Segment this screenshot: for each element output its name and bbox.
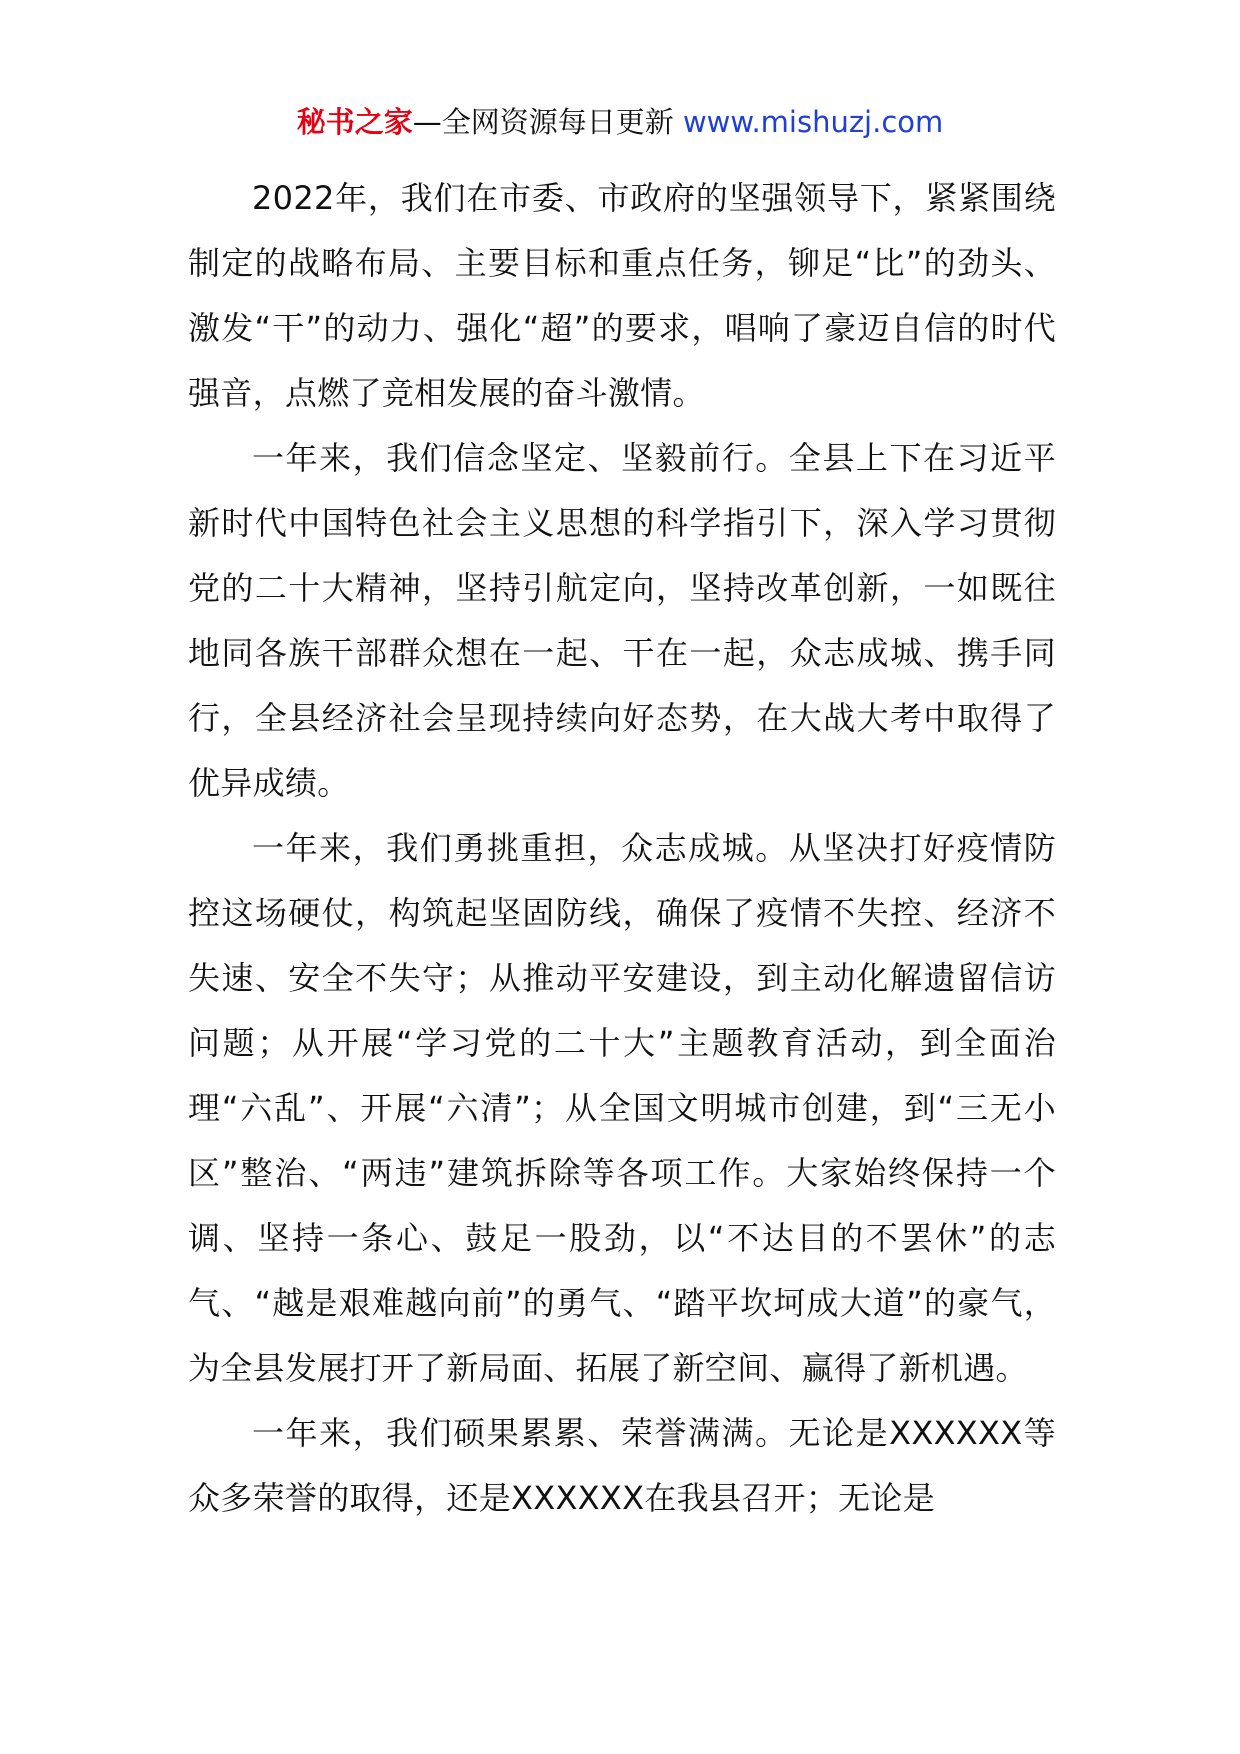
header-tagline: —全网资源每日更新 bbox=[412, 105, 683, 139]
paragraph: 一年来，我们信念坚定、坚毅前行。全县上下在习近平新时代中国特色社会主义思想的科学指引下，深入学习贯彻党的二十大精神，坚持引航定向，坚持改革创新，一如既往地同各族干部群众想在一起、干在一起，众志成城、携手同行，全县经济社会呈现持续向好态势，在大战大考中取得了优异成绩。 bbox=[188, 439, 1056, 802]
website-link[interactable]: www.mishuzj.com bbox=[682, 105, 944, 139]
paragraph: 一年来，我们勇挑重担，众志成城。从坚决打好疫情防控这场硬仗，构筑起坚固防线，确保了疫情不失控、经济不失速、安全不失守；从推动平安建设，到主动化解遗留信访问题；从开展“学习党的二十大”主题教育活动，到全面治理“六乱”、开展“六清”；从全国文明城市创建，到“三无小区”整治、“两违”建筑拆除等各项工作。大家始终保持一个调、坚持一条心、鼓足一股劲，以“不达目的不罢休”的志气、“越是艰难越向前”的勇气、“踏平坎坷成大道”的豪气，为全县发展打开了新局面、拓展了新空间、赢得了新机遇。 bbox=[188, 829, 1056, 1387]
paragraph: 2022年，我们在市委、市政府的坚强领导下，紧紧围绕制定的战略布局、主要目标和重点任务，铆足“比”的劲头、激发“干”的动力、强化“超”的要求，唱响了豪迈自信的时代强音，点燃了竞相发展的奋斗激情。 bbox=[188, 179, 1056, 412]
page-header bbox=[0, 100, 1240, 144]
paragraph: 一年来，我们硕果累累、荣誉满满。无论是XXXXXX等众多荣誉的取得，还是XXXXXX在我县召开；无论是 bbox=[188, 1414, 1056, 1517]
brand-name: 秘书之家 bbox=[296, 105, 413, 139]
document-body bbox=[188, 166, 1056, 1531]
